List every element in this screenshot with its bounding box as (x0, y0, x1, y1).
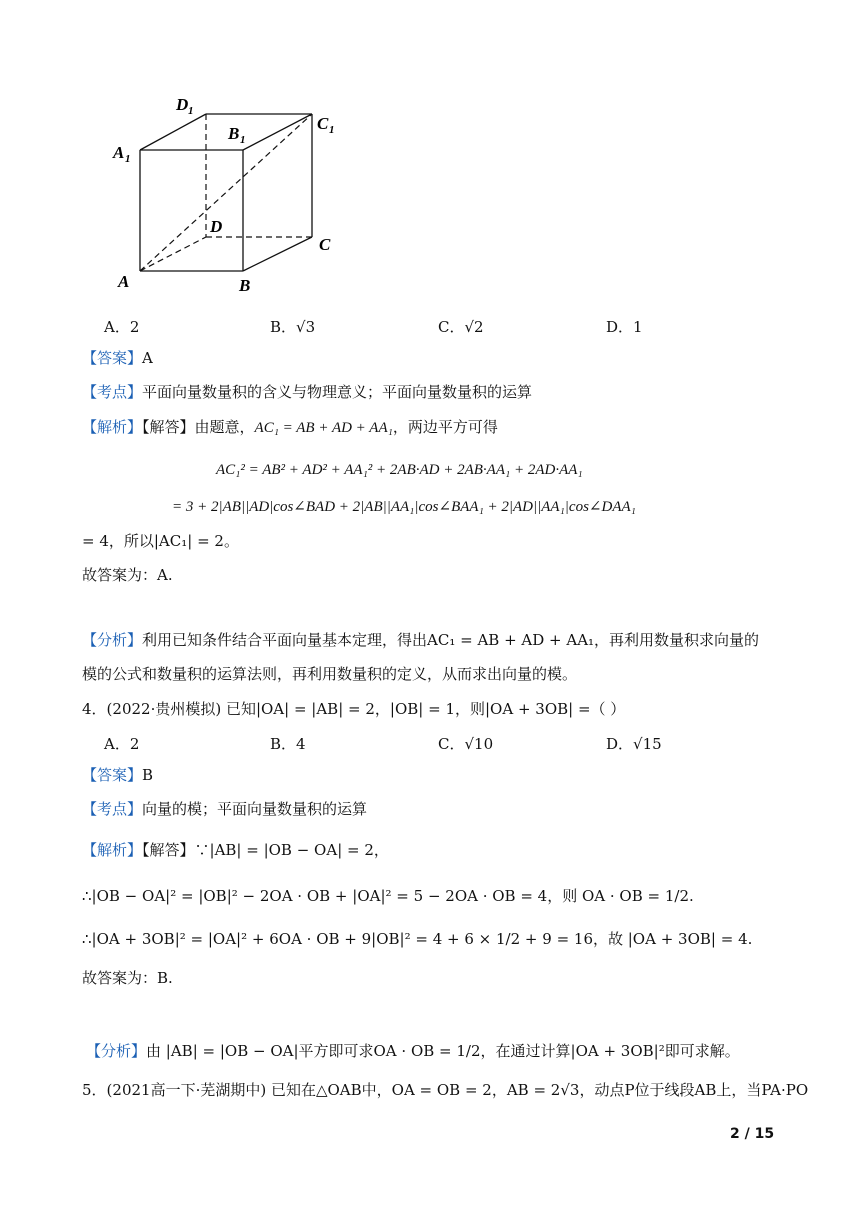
q4-option-b: B．4 (270, 735, 306, 753)
q3-point-line (82, 382, 532, 402)
label-D1: D (176, 95, 189, 114)
q3-option-a: A．2 (104, 318, 140, 336)
q3-analysis-line: 【解析】【解答】由题意，AC₁ = AB + AD + AA₁，两边平方可得 (82, 418, 498, 436)
svg-text:1: 1 (125, 153, 131, 165)
q4-option-c: C．√10 (438, 735, 494, 753)
q3-option-c: C．√2 (438, 318, 484, 336)
q4-answer-line: 【答案】B (82, 766, 154, 784)
svg-text:1: 1 (240, 134, 246, 146)
q4-answer: B (142, 766, 154, 784)
q4-line2: ∴|OB − OA|² = |OB|² − 2OA · OB + |OA|² = 5 − 2OA · OB = 4，则 OA · OB = 1/2. (82, 887, 694, 905)
q3-eq4: = 4，所以|AC₁| = 2。 (82, 532, 239, 550)
svg-text:1: 1 (188, 105, 194, 117)
label-B1: B (228, 124, 240, 143)
q3-answer-line (82, 348, 153, 368)
q4-fx-line: 【分析】由 |AB| = |OB − OA|平方即可求OA · OB = 1/2，在通过计算|OA + 3OB|²即可求解。 (86, 1042, 740, 1060)
svg-text:1: 1 (329, 124, 335, 136)
q3-option-d: D．1 (606, 318, 643, 336)
q4-option-d: D．√15 (606, 735, 662, 753)
q4-analysis-line: 【解析】【解答】∵|AB| = |OB − OA| = 2， (82, 841, 389, 859)
q3-option-b: B．√3 (270, 318, 316, 336)
cube-figure (100, 88, 360, 303)
label-B: B (239, 276, 251, 295)
q3-fx-line2: 模的公式和数量积的运算法则，再利用数量积的定义，从而求出向量的模。 (82, 665, 578, 683)
q4-option-a: A．2 (104, 735, 140, 753)
q4-conclusion: 故答案为：B. (82, 969, 173, 987)
answer-tag: 【答案】 (82, 349, 143, 367)
q3-eq2: AC₁² = AB² + AD² + AA₁² + 2AB·AD + 2AB·AA₁ + 2AD·AA₁ (216, 462, 583, 478)
q3-conclusion: 故答案为：A. (82, 566, 173, 584)
q3-eq3: = 3 + 2|AB||AD|cos∠BAD + 2|AB||AA₁|cos∠BAA₁ + 2|AD||AA₁|cos∠DAA₁ (172, 499, 636, 515)
q4-point: 向量的模；平面向量数量积的运算 (142, 800, 368, 818)
point-tag: 【考点】 (82, 383, 143, 401)
label-A1: A (113, 143, 125, 162)
q4-line3: ∴|OA + 3OB|² = |OA|² + 6OA · OB + 9|OB|² = 4 + 6 × 1/2 + 9 = 16，故 |OA + 3OB| = 4. (82, 930, 753, 948)
q3-fx-line1: 【分析】利用已知条件结合平面向量基本定理，得出AC₁ = AB + AD + AA₁，再利用数量积求向量的 (82, 631, 760, 649)
q5-stem: 5．(2021高一下·芜湖期中) 已知在△OAB中，OA = OB = 2，AB = 2√3，动点P位于线段AB上，当PA·PO (82, 1081, 809, 1099)
label-D: D (210, 217, 223, 236)
label-C1: C (317, 114, 329, 133)
label-C: C (319, 235, 331, 254)
fx-tag: 【分析】 (82, 631, 143, 649)
q4-point-line: 【考点】向量的模；平面向量数量积的运算 (82, 800, 368, 818)
q4-stem: 4．(2022·贵州模拟) 已知|OA| = |AB| = 2，|OB| = 1，则|OA + 3OB| =（ ） (82, 700, 626, 718)
q3-point: 平面向量数量积的含义与物理意义；平面向量数量积的运算 (142, 383, 533, 401)
q3-answer: A (142, 349, 153, 367)
analysis-tag: 【解析】 (82, 418, 143, 436)
label-A: A (118, 272, 130, 291)
page-number: 2 / 15 (730, 1126, 775, 1142)
q3-eq1: AC₁ = AB + AD + AA₁ (254, 420, 393, 436)
